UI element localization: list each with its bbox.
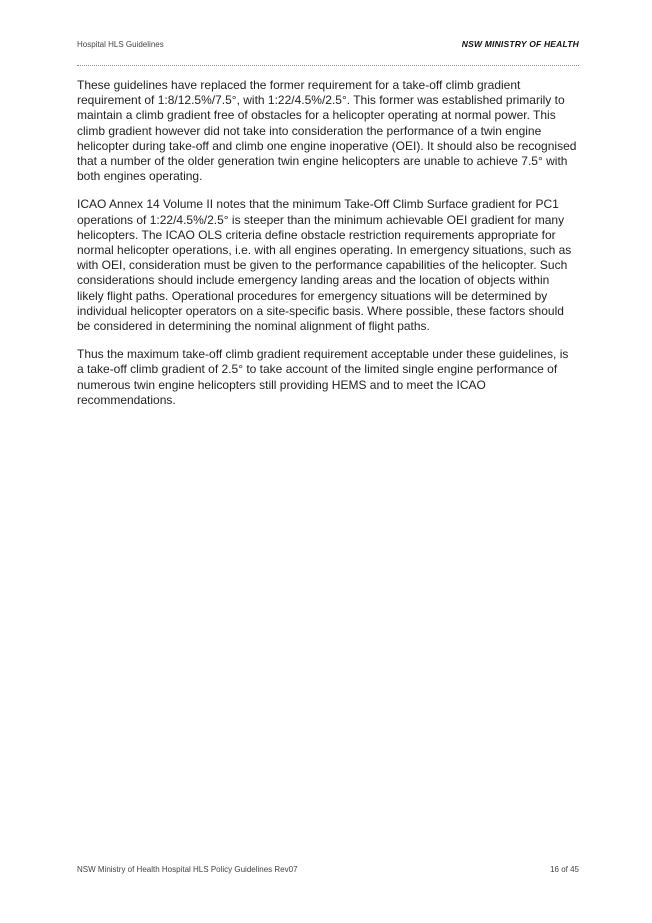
header-organization: NSW MINISTRY OF HEALTH [461, 39, 579, 49]
page-number: 16 of 45 [550, 865, 579, 874]
header-divider [77, 65, 579, 66]
paragraph: ICAO Annex 14 Volume II notes that the minimum Take-Off Climb Surface gradient for PC1 operations of 1:22/4.5%/2.5° is steeper than the minimum achievable OEI gradient for many helicopters. The ICAO OLS criteria define obstacle restriction requirements appropriate for normal helicopter operations, i.e. with all engines operating. In emergency situations, such as with OEI, consideration must be given to the performance capabilities of the helicopter. Such considerations should include emergency landing areas and the location of objects within likely flight paths. Operational procedures for emergency situations will be determined by individual helicopter operators on a site-specific basis. Where possible, these factors should be considered in determining the nominal alignment of flight paths. [77, 197, 572, 334]
header-document-title: Hospital HLS Guidelines [77, 40, 164, 49]
body-text [77, 78, 577, 421]
page-header [77, 40, 579, 54]
footer-document-name: NSW Ministry of Health Hospital HLS Policy Guidelines Rev07 [77, 865, 298, 874]
paragraph: Thus the maximum take-off climb gradient requirement acceptable under these guidelines, is a take-off climb gradient of 2.5° to take account of the limited single engine performance of numerous twin engine helicopters still providing HEMS and to meet the ICAO recommendations. [77, 347, 569, 407]
paragraph: These guidelines have replaced the former requirement for a take-off climb gradient requirement of 1:8/12.5%/7.5°, with 1:22/4.5%/2.5°. This former was established primarily to maintain a climb gradient free of obstacles for a helicopter operating at normal power. This climb gradient however did not take into consideration the performance of a twin engine helicopter during take-off and climb one engine inoperative (OEI). It should also be recognised that a number of the older generation twin engine helicopters are unable to achieve 7.5° with both engines operating. [77, 78, 577, 184]
